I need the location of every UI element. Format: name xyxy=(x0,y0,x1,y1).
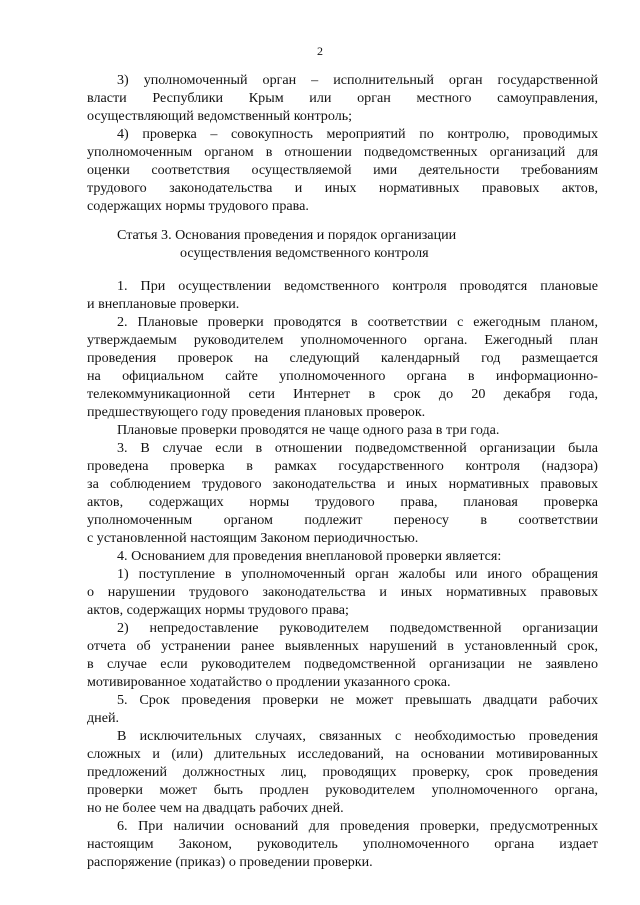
paragraph-line: о нарушении трудового законодательства и иных нормативных правовых xyxy=(87,584,598,600)
article-heading: осуществления ведомственного контроля xyxy=(180,245,429,261)
paragraph-line: настоящим Законом, руководитель уполномоченного органа издает xyxy=(87,836,598,852)
paragraph-line: 1) поступление в уполномоченный орган жалобы или иного обращения xyxy=(117,566,598,582)
paragraph-line: 4. Основанием для проведения внеплановой проверки является: xyxy=(117,548,502,564)
paragraph-line: осуществляющий ведомственный контроль; xyxy=(87,108,353,124)
paragraph-line: проведения проверок на следующий календарный год размещается xyxy=(87,350,598,366)
paragraph-line: оценки соответствия осуществляемой ими деятельности требованиям xyxy=(87,162,598,178)
paragraph-line: предложений должностных лиц, проводящих проверку, срок проведения xyxy=(87,764,598,780)
paragraph-line: и внеплановые проверки. xyxy=(87,296,240,312)
paragraph-line: 2. Плановые проверки проводятся в соответствии с ежегодным планом, xyxy=(117,314,598,330)
paragraph-line: 6. При наличии оснований для проведения проверки, предусмотренных xyxy=(117,818,598,834)
paragraph-line: телекоммуникационной сети Интернет в срок до 20 декабря года, xyxy=(87,386,598,402)
paragraph-line: в случае если руководителем подведомственной организации не заявлено xyxy=(87,656,598,672)
page-number: 2 xyxy=(317,44,323,58)
paragraph-line: актов, содержащих нормы трудового права; xyxy=(87,602,349,618)
paragraph-line: актов, содержащих нормы трудового права, плановая проверка xyxy=(87,494,598,510)
paragraph-line: 3) уполномоченный орган – исполнительный орган государственной xyxy=(117,72,598,88)
paragraph-line: уполномоченным органом подлежит переносу в соответствии xyxy=(87,512,598,528)
paragraph-line: проверки может быть продлен руководителем уполномоченного органа, xyxy=(87,782,598,798)
article-heading: Статья 3. Основания проведения и порядок организации xyxy=(117,227,457,243)
paragraph-line: трудового законодательства и иных нормативных правовых актов, xyxy=(87,180,598,196)
paragraph-line: 4) проверка – совокупность мероприятий по контролю, проводимых xyxy=(117,126,598,142)
paragraph-line: с установленной настоящим Законом периодичностью. xyxy=(87,530,419,546)
paragraph-line: мотивированное ходатайство о продлении указанного срока. xyxy=(87,674,451,690)
paragraph-line: уполномоченным органом в отношении подведомственных организаций для xyxy=(87,144,598,160)
paragraph-line: 2) непредоставление руководителем подведомственной организации xyxy=(117,620,598,636)
paragraph-line: сложных и (или) длительных исследований, на основании мотивированных xyxy=(87,746,598,762)
paragraph-line: но не более чем на двадцать рабочих дней. xyxy=(87,800,344,816)
paragraph-line: отчета об устранении ранее выявленных нарушений в установленный срок, xyxy=(87,638,598,654)
paragraph-line: за соблюдением трудового законодательства и иных нормативных правовых xyxy=(87,476,598,492)
paragraph-line: власти Республики Крым или орган местного самоуправления, xyxy=(87,90,598,106)
paragraph-line: проведена проверка в рамках государственного контроля (надзора) xyxy=(87,458,598,474)
paragraph-line: В исключительных случаях, связанных с необходимостью проведения xyxy=(117,728,598,744)
paragraph-line: дней. xyxy=(87,710,120,726)
paragraph-line: 3. В случае если в отношении подведомственной организации была xyxy=(117,440,598,456)
paragraph-line: утверждаемым руководителем уполномоченного органа. Ежегодный план xyxy=(87,332,598,348)
paragraph-line: содержащих нормы трудового права. xyxy=(87,198,309,214)
paragraph-line: Плановые проверки проводятся не чаще одного раза в три года. xyxy=(117,422,500,438)
paragraph-line: предшествующего году проведения плановых проверок. xyxy=(87,404,426,420)
paragraph-line: на официальном сайте уполномоченного органа в информационно- xyxy=(87,368,598,384)
paragraph-line: 1. При осуществлении ведомственного контроля проводятся плановые xyxy=(117,278,598,294)
paragraph-line: распоряжение (приказ) о проведении проверки. xyxy=(87,854,373,870)
paragraph-line: 5. Срок проведения проверки не может превышать двадцати рабочих xyxy=(117,692,598,708)
